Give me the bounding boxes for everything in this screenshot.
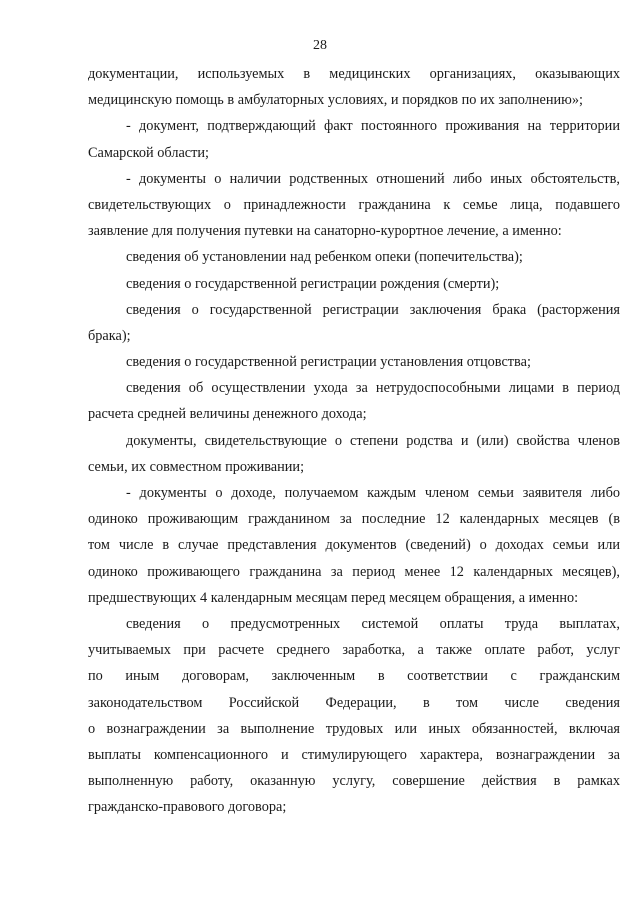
text-line: медицинскую помощь в амбулаторных условиях, и порядков по их заполнению»; <box>88 92 583 109</box>
text-line: гражданско-правового договора; <box>88 799 287 816</box>
text-line: по иным договорам, заключенным в соответствии с гражданским <box>88 668 620 685</box>
text-line: брака); <box>88 327 131 344</box>
text-line: сведения об осуществлении ухода за нетрудоспособными лицами в период <box>126 380 620 397</box>
text-line: - документы о наличии родственных отношений либо иных обстоятельств, <box>126 170 620 187</box>
text-line: сведения о государственной регистрации рождения (смерти); <box>126 275 500 292</box>
text-line: предшествующих 4 календарным месяцам перед месяцем обращения, а именно: <box>88 589 579 606</box>
text-line: одиноко проживающим гражданином за последние 12 календарных месяцев (в <box>88 511 620 528</box>
text-line: - документ, подтверждающий факт постоянного проживания на территории <box>126 118 620 135</box>
text-line: сведения о предусмотренных системой оплаты труда выплатах, <box>126 615 620 632</box>
text-line: документы, свидетельствующие о степени родства и (или) свойства членов <box>126 432 620 449</box>
text-line: том числе в случае представления документов (сведений) о доходах семьи или <box>88 537 620 554</box>
page-number: 28 <box>313 38 327 53</box>
text-line: сведения об установлении над ребенком опеки (попечительства); <box>126 249 523 266</box>
text-line: выполненную работу, оказанную услугу, совершение действия в рамках <box>88 773 620 790</box>
text-line: выплаты компенсационного и стимулирующего характера, вознаграждении за <box>88 746 620 763</box>
text-line: учитываемых при расчете среднего заработка, а также оплате работ, услуг <box>88 642 620 659</box>
text-line: сведения о государственной регистрации заключения брака (расторжения <box>126 301 620 318</box>
text-line: Самарской области; <box>88 144 210 161</box>
text-line: одиноко проживающего гражданина за период менее 12 календарных месяцев), <box>88 563 620 580</box>
text-line: заявление для получения путевки на санаторно-курортное лечение, а именно: <box>88 223 562 240</box>
text-line: семьи, их совместном проживании; <box>88 458 305 475</box>
text-line: документации, используемых в медицинских организациях, оказывающих <box>88 66 620 82</box>
text-line: о вознаграждении за выполнение трудовых или иных обязанностей, включая <box>88 720 620 737</box>
text-line: расчета средней величины денежного дохода; <box>88 406 367 423</box>
text-line: сведения о государственной регистрации установления отцовства; <box>126 354 531 371</box>
text-line: законодательством Российской Федерации, в том числе сведения <box>88 694 620 711</box>
document-body <box>88 61 620 820</box>
text-line: - документы о доходе, получаемом каждым членом семьи заявителя либо <box>126 485 620 501</box>
text-line: свидетельствующих о принадлежности гражданина к семье лица, подавшего <box>88 196 620 213</box>
